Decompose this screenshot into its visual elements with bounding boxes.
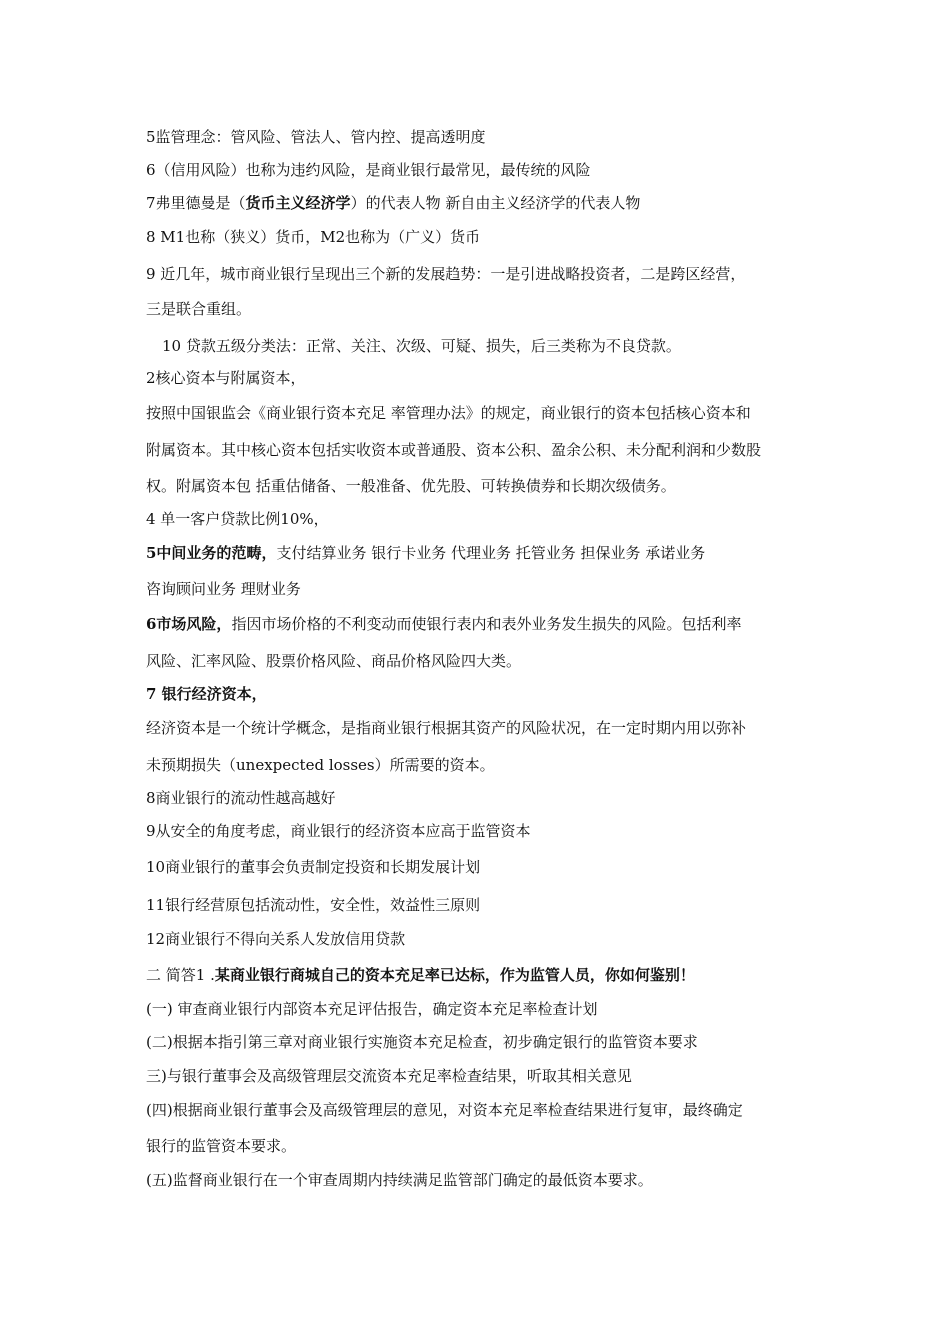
text-line: 银行的监管资本要求。 (146, 1137, 297, 1155)
text-span: 支付结算业务 银行卡业务 代理业务 托管业务 担保业务 承诺业务 (276, 544, 706, 562)
text-line (146, 543, 705, 563)
bold-term: 6市场风险， (146, 615, 232, 633)
text-line: 12商业银行不得向关系人发放信用贷款 (146, 930, 406, 948)
text-line (146, 684, 267, 704)
text-line: 未预期损失（unexpected losses）所需要的资本。 (146, 756, 495, 774)
text-line: 附属资本。其中核心资本包括实收资本或普通股、资本公积、盈余公积、未分配利润和少数股 (146, 441, 762, 459)
text-line: 按照中国银监会《商业银行资本充足 率管理办法》的规定，商业银行的资本包括核心资本和 (146, 404, 751, 422)
text-line: (五)监督商业银行在一个审查周期内持续满足监管部门确定的最低资本要求。 (146, 1171, 653, 1189)
text-span: ）的代表人物 新自由主义经济学的代表人物 (350, 194, 641, 212)
text-line: 风险、汇率风险、股票价格风险、商品价格风险四大类。 (146, 652, 522, 670)
text-line: (四)根据商业银行董事会及高级管理层的意见，对资本充足率检查结果进行复审，最终确定 (146, 1101, 743, 1119)
text-line: 咨询顾问业务 理财业务 (146, 580, 301, 598)
text-span: 指因市场价格的不利变动而使银行表内和表外业务发生损失的风险。包括利率 (231, 615, 742, 633)
text-line: 10商业银行的董事会负责制定投资和长期发展计划 (146, 858, 481, 876)
text-line: 权。附属资本包 括重估储备、一般准备、优先股、可转换债券和长期次级债务。 (146, 477, 676, 495)
text-line (146, 965, 695, 985)
text-line: 2核心资本与附属资本， (146, 369, 306, 387)
bold-term: 7 银行经济资本， (146, 685, 267, 703)
text-line: 8 M1也称（狭义）货币，M2也称为（广义）货币 (146, 228, 481, 246)
text-line: 11银行经营原包括流动性，安全性，效益性三原则 (146, 896, 481, 914)
text-span: 二 简答1 . (146, 966, 215, 984)
text-span: 7弗里德曼是（ (146, 194, 246, 212)
text-line: 4 单一客户贷款比例10%， (146, 510, 329, 528)
text-line: 6（信用风险）也称为违约风险，是商业银行最常见，最传统的风险 (146, 161, 591, 179)
text-line (146, 193, 640, 213)
text-line: 10 贷款五级分类法：正常、关注、次级、可疑、损失，后三类称为不良贷款。 (162, 337, 681, 355)
text-line: 三是联合重组。 (146, 300, 252, 318)
bold-term: 5中间业务的范畴， (146, 544, 277, 562)
text-line: 9 近几年，城市商业银行呈现出三个新的发展趋势：一是引进战略投资者，二是跨区经营， (146, 265, 746, 283)
text-line: 5监管理念：管风险、管法人、管内控、提高透明度 (146, 128, 486, 146)
text-line: 8商业银行的流动性越高越好 (146, 789, 336, 807)
text-line: (一) 审查商业银行内部资本充足评估报告，确定资本充足率检查计划 (146, 1000, 598, 1018)
text-line: 9从安全的角度考虑，商业银行的经济资本应高于监管资本 (146, 822, 531, 840)
text-line: 经济资本是一个统计学概念，是指商业银行根据其资产的风险状况，在一定时期内用以弥补 (146, 719, 747, 737)
bold-term: 货币主义经济学 (245, 194, 351, 212)
text-line (146, 614, 741, 634)
text-line: 三)与银行董事会及高级管理层交流资本充足率检查结果，听取其相关意见 (146, 1067, 632, 1085)
bold-term: 某商业银行商城自己的资本充足率已达标，作为监管人员，你如何鉴别！ (214, 966, 695, 984)
text-line: (二)根据本指引第三章对商业银行实施资本充足检查，初步确定银行的监管资本要求 (146, 1033, 698, 1051)
